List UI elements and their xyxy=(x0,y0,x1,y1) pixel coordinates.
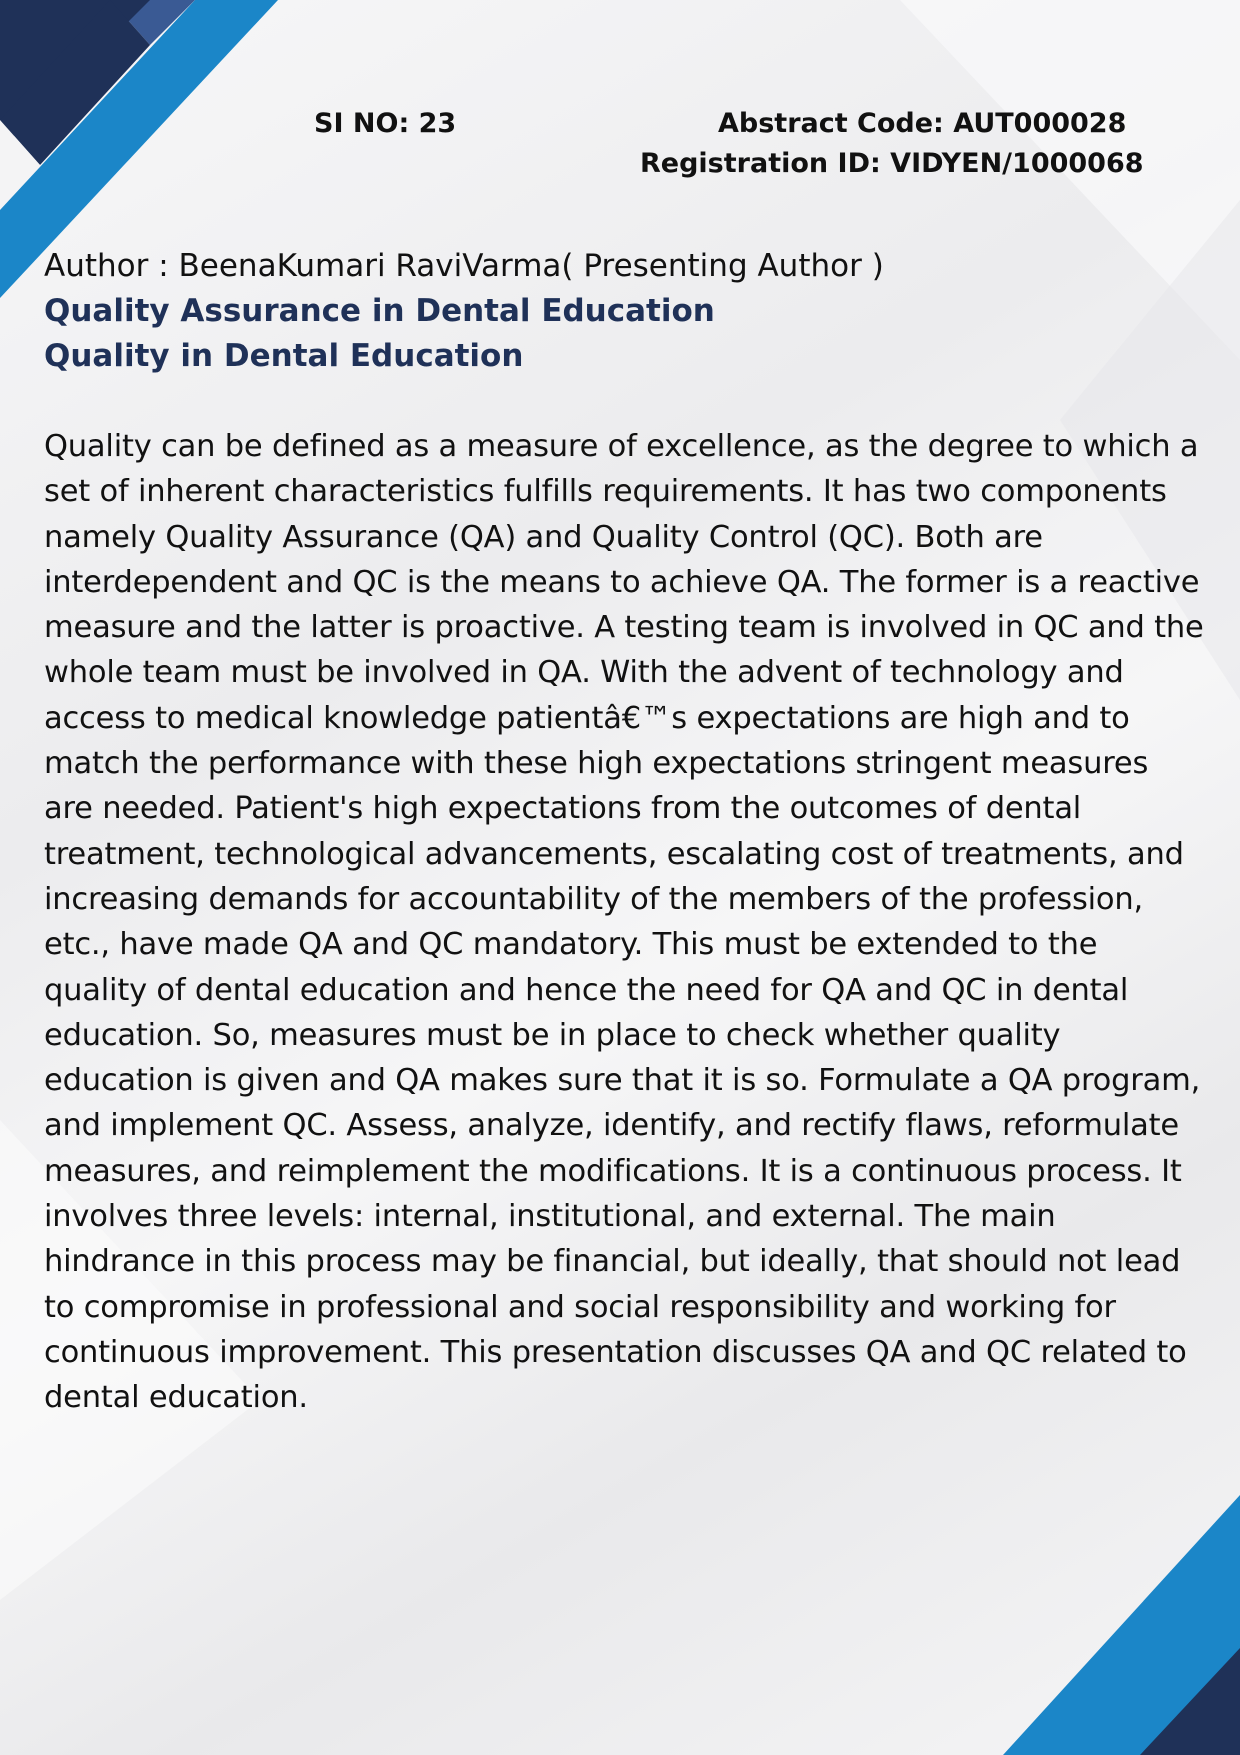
abstract-body: Quality can be defined as a measure of excellence, as the degree to which a set of inherent characteristics fulfills requirements. It has two components namely Quality Assurance (QA) and Quality Control (QC). Both are interdependent and QC is the means to achieve QA. The former is a reactive measure and the latter is proactive. A testing team is involved in QC and the whole team must be involved in QA. With the advent of technology and access to medical knowledge patientâ€™s expectations are high and to match the performance with these high expectations stringent measures are needed. Patient's high expectations from the outcomes of dental treatment, technological advancements, escalating cost of treatments, and increasing demands for accountability of the members of the profession, etc., have made QA and QC mandatory. This must be extended to the quality of dental education and hence the need for QA and QC in dental education. So, measures must be in place to check whether quality education is given and QA makes sure that it is so. Formulate a QA program, and implement QC. Assess, analyze, identify, and rectify flaws, reformulate measures, and reimplement the modifications. It is a continuous process. It involves three levels: internal, institutional, and external. The main hindrance in this process may be financial, but ideally, that should not lead to compromise in professional and social responsibility and working for continuous improvement. This presentation discusses QA and QC related to dental education. xyxy=(44,429,1204,1416)
abstract-subtitle: Quality in Dental Education xyxy=(44,338,524,374)
abstract-code: Abstract Code: AUT000028 xyxy=(718,108,1127,139)
registration-id: Registration ID: VIDYEN/1000068 xyxy=(640,148,1144,179)
abstract-title: Quality Assurance in Dental Education xyxy=(44,293,715,329)
abstract-content xyxy=(44,244,1204,1421)
serial-number: SI NO: 23 xyxy=(314,108,457,139)
author-line: Author : BeenaKumari RaviVarma( Presenting Author ) xyxy=(44,248,884,284)
